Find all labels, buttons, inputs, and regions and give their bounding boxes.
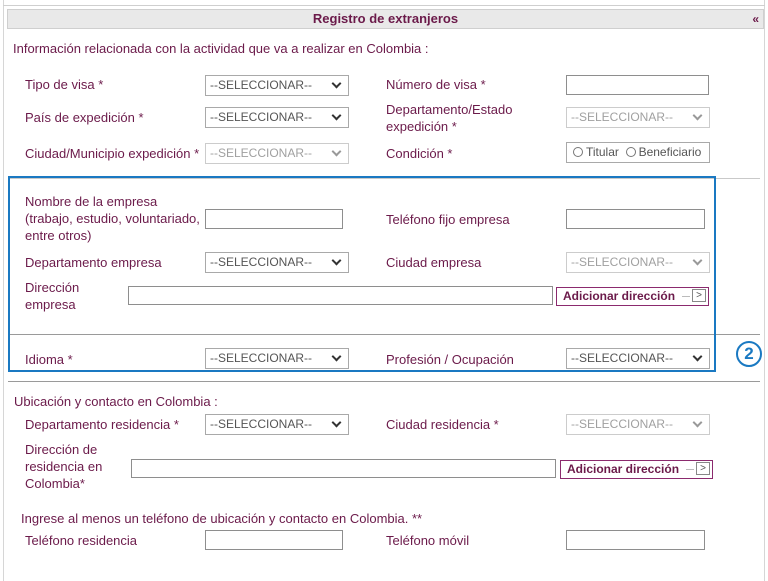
- telefono-residencia-input[interactable]: [205, 530, 343, 550]
- chevron-down-icon: [693, 111, 703, 121]
- adicionar-direccion-label: Adicionar dirección: [563, 289, 676, 303]
- top-divider: [3, 5, 765, 6]
- chevron-down-icon: [332, 79, 342, 89]
- chevron-down-icon: [693, 418, 703, 428]
- condicion-radio-group: [566, 142, 710, 163]
- telefono-empresa-label: Teléfono fijo empresa: [386, 212, 510, 227]
- departamento-empresa-value: --SELECCIONAR--: [210, 255, 313, 269]
- titular-label: Titular: [586, 145, 619, 159]
- ubicacion-section-title: Ubicación y contacto en Colombia :: [14, 394, 218, 409]
- profesion-value: --SELECCIONAR--: [571, 351, 674, 365]
- ciudad-expedicion-select[interactable]: [205, 143, 349, 164]
- radio-titular[interactable]: [573, 147, 583, 157]
- adicionar-direccion-residencia-button[interactable]: [560, 460, 713, 479]
- tipo-visa-label: Tipo de visa *: [25, 77, 104, 92]
- chevron-right-icon: >: [696, 462, 710, 475]
- divider: [8, 381, 760, 382]
- activity-section-title: Información relacionada con la actividad que va a realizar en Colombia :: [13, 41, 429, 56]
- collapse-icon[interactable]: «: [752, 12, 759, 26]
- depto-expedicion-select[interactable]: [566, 107, 710, 128]
- numero-visa-input[interactable]: [566, 75, 709, 95]
- ciudad-empresa-value: --SELECCIONAR--: [571, 255, 674, 269]
- adicionar-direccion-label: Adicionar dirección: [567, 462, 680, 476]
- direccion-residencia-input[interactable]: [131, 459, 556, 478]
- idioma-value: --SELECCIONAR--: [210, 351, 313, 365]
- depto-residencia-value: --SELECCIONAR--: [210, 417, 313, 431]
- departamento-empresa-label: Departamento empresa: [25, 255, 162, 270]
- numero-visa-label: Número de visa *: [386, 77, 486, 92]
- depto-residencia-select[interactable]: [205, 414, 349, 435]
- ciudad-expedicion-label: Ciudad/Municipio expedición *: [25, 146, 200, 161]
- tipo-visa-select[interactable]: [205, 75, 349, 96]
- depto-residencia-label: Departamento residencia *: [25, 417, 179, 432]
- telefono-movil-label: Teléfono móvil: [386, 533, 470, 548]
- pais-expedicion-value: --SELECCIONAR--: [210, 110, 313, 124]
- chevron-down-icon: [332, 111, 342, 121]
- ciudad-expedicion-value: --SELECCIONAR--: [210, 146, 313, 160]
- telefono-residencia-label: Teléfono residencia: [25, 533, 138, 548]
- chevron-down-icon: [332, 418, 342, 428]
- chevron-right-icon: >: [692, 289, 706, 302]
- beneficiario-label: Beneficiario: [638, 145, 702, 159]
- nombre-empresa-label: Nombre de la empresa (trabajo, estudio, voluntariado, entre otros): [25, 194, 200, 243]
- ciudad-residencia-value: --SELECCIONAR--: [571, 417, 674, 431]
- direccion-residencia-label: Dirección de residencia en Colombia*: [25, 442, 103, 491]
- callout-number-badge: 2: [736, 341, 762, 367]
- header-title: Registro de extranjeros: [312, 11, 459, 26]
- section-header: [7, 9, 764, 29]
- idioma-label: Idioma *: [25, 352, 73, 367]
- ciudad-empresa-label: Ciudad empresa: [386, 255, 482, 270]
- ciudad-residencia-label: Ciudad residencia *: [386, 417, 499, 432]
- depto-expedicion-label: Departamento/Estado expedición *: [386, 102, 513, 134]
- condicion-label: Condición *: [386, 146, 453, 161]
- telefono-movil-input[interactable]: [566, 530, 705, 550]
- button-divider: [686, 469, 694, 470]
- ciudad-residencia-select[interactable]: [566, 414, 710, 435]
- direccion-empresa-label: Dirección empresa: [25, 280, 80, 312]
- profesion-label: Profesión / Ocupación: [386, 352, 514, 367]
- highlight-box: [8, 176, 716, 372]
- depto-expedicion-value: --SELECCIONAR--: [571, 110, 674, 124]
- pais-expedicion-label: País de expedición *: [25, 110, 144, 125]
- pais-expedicion-select[interactable]: [205, 107, 349, 128]
- radio-beneficiario[interactable]: [626, 147, 636, 157]
- tipo-visa-value: --SELECCIONAR--: [210, 78, 313, 92]
- telefonos-note: Ingrese al menos un teléfono de ubicación y contacto en Colombia. **: [21, 511, 423, 526]
- chevron-down-icon: [332, 147, 342, 157]
